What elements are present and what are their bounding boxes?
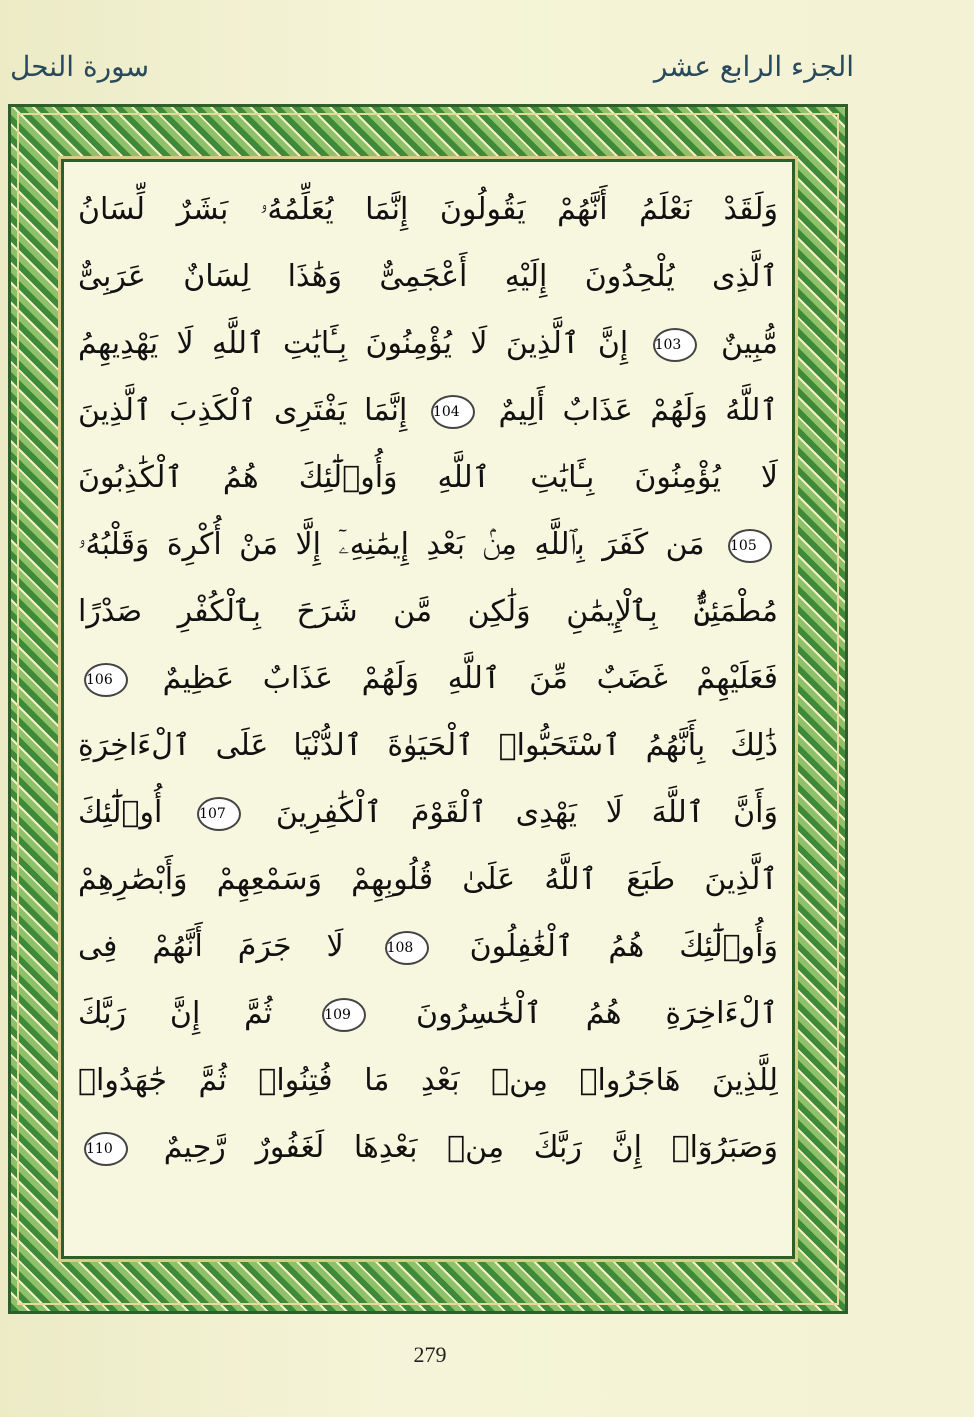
verse-line (78, 243, 778, 310)
verse-line (78, 779, 778, 846)
verse-text: لِلَّذِينَ هَاجَرُوا۟ مِنۢ بَعْدِ مَا فُتِنُوا۟ ثُمَّ جَٰهَدُوا۟ (78, 1063, 778, 1098)
verse-text: ٱلَّذِينَ طَبَعَ ٱللَّهُ عَلَىٰ قُلُوبِهِمْ وَسَمْعِهِمْ وَأَبْصَٰرِهِمْ (78, 862, 778, 897)
page-number: 279 (413, 1342, 447, 1367)
ayah-number-marker: 106 (84, 663, 128, 697)
verse-line (78, 712, 778, 779)
ayah-number-marker: 109 (322, 998, 366, 1032)
verse-text: وَأَنَّ ٱللَّهَ لَا يَهْدِى ٱلْقَوْمَ ٱلْكَٰفِرِينَ (275, 795, 778, 830)
verse-line (78, 846, 778, 913)
verse-line (78, 377, 778, 444)
verse-line (78, 444, 778, 511)
verse-text: مُّبِينٌ (720, 326, 778, 361)
ornamental-border (8, 104, 848, 1314)
verse-line (78, 645, 778, 712)
verse-text: وَأُو۟لَٰٓئِكَ هُمُ ٱلْغَٰفِلُونَ (469, 929, 778, 964)
page-header (0, 40, 974, 100)
juz-title: الجزء الرابع عشر (653, 50, 854, 83)
verse-text: ثُمَّ إِنَّ رَبَّكَ (78, 996, 273, 1031)
verse-line (78, 176, 778, 243)
verse-text: ذَٰلِكَ بِأَنَّهُمُ ٱسْتَحَبُّوا۟ ٱلْحَيَوٰةَ ٱلدُّنْيَا عَلَى ٱلْءَاخِرَةِ (78, 728, 778, 763)
verse-text: ٱلْءَاخِرَةِ هُمُ ٱلْخَٰسِرُونَ (416, 996, 778, 1031)
verse-line (78, 310, 778, 377)
ayah-number-marker: 105 (728, 529, 772, 563)
verse-text: لَا جَرَمَ أَنَّهُمْ فِى (78, 929, 344, 964)
verse-lines (78, 176, 778, 1242)
ayah-number-marker: 110 (84, 1132, 128, 1166)
verse-line (78, 913, 778, 980)
verse-line (78, 980, 778, 1047)
verse-line (78, 1114, 778, 1181)
ayah-number-marker: 103 (653, 328, 697, 362)
verse-text: إِنَّ ٱلَّذِينَ لَا يُؤْمِنُونَ بِـَٔايَٰتِ ٱللَّهِ لَا يَهْدِيهِمُ (78, 326, 629, 361)
verse-text: فَعَلَيْهِمْ غَضَبٌ مِّنَ ٱللَّهِ وَلَهُمْ عَذَابٌ عَظِيمٌ (162, 661, 778, 696)
verse-text: أُو۟لَٰٓئِكَ (78, 795, 163, 830)
verse-line (78, 511, 778, 578)
surah-title: سورة النحل (10, 50, 150, 83)
text-panel (61, 159, 795, 1259)
verse-text: مُطْمَئِنٌّۢ بِٱلْإِيمَٰنِ وَلَٰكِن مَّن شَرَحَ بِٱلْكُفْرِ صَدْرًا (78, 594, 778, 629)
verse-text: ٱلَّذِى يُلْحِدُونَ إِلَيْهِ أَعْجَمِىٌّ وَهَٰذَا لِسَانٌ عَرَبِىٌّ (78, 259, 778, 294)
verse-line (78, 1047, 778, 1114)
verse-text: إِنَّمَا يَفْتَرِى ٱلْكَذِبَ ٱلَّذِينَ (78, 393, 408, 428)
verse-text: وَلَقَدْ نَعْلَمُ أَنَّهُمْ يَقُولُونَ إِنَّمَا يُعَلِّمُهُۥ بَشَرٌ لِّسَانُ (78, 192, 778, 227)
verse-text: مَن كَفَرَ بِٱللَّهِ مِنۢ بَعْدِ إِيمَٰنِهِۦٓ إِلَّا مَنْ أُكْرِهَ وَقَلْبُهُۥ (78, 527, 705, 562)
ayah-number-marker: 108 (385, 931, 429, 965)
verse-text: وَصَبَرُوٓا۟ إِنَّ رَبَّكَ مِنۢ بَعْدِهَا لَغَفُورٌ رَّحِيمٌ (163, 1130, 778, 1165)
verse-text: لَا يُؤْمِنُونَ بِـَٔايَٰتِ ٱللَّهِ وَأُو۟لَٰٓئِكَ هُمُ ٱلْكَٰذِبُونَ (78, 460, 778, 495)
verse-text: ٱللَّهُ وَلَهُمْ عَذَابٌ أَلِيمٌ (498, 393, 778, 428)
ayah-number-marker: 104 (431, 395, 475, 429)
ayah-number-marker: 107 (197, 797, 241, 831)
verse-line (78, 578, 778, 645)
